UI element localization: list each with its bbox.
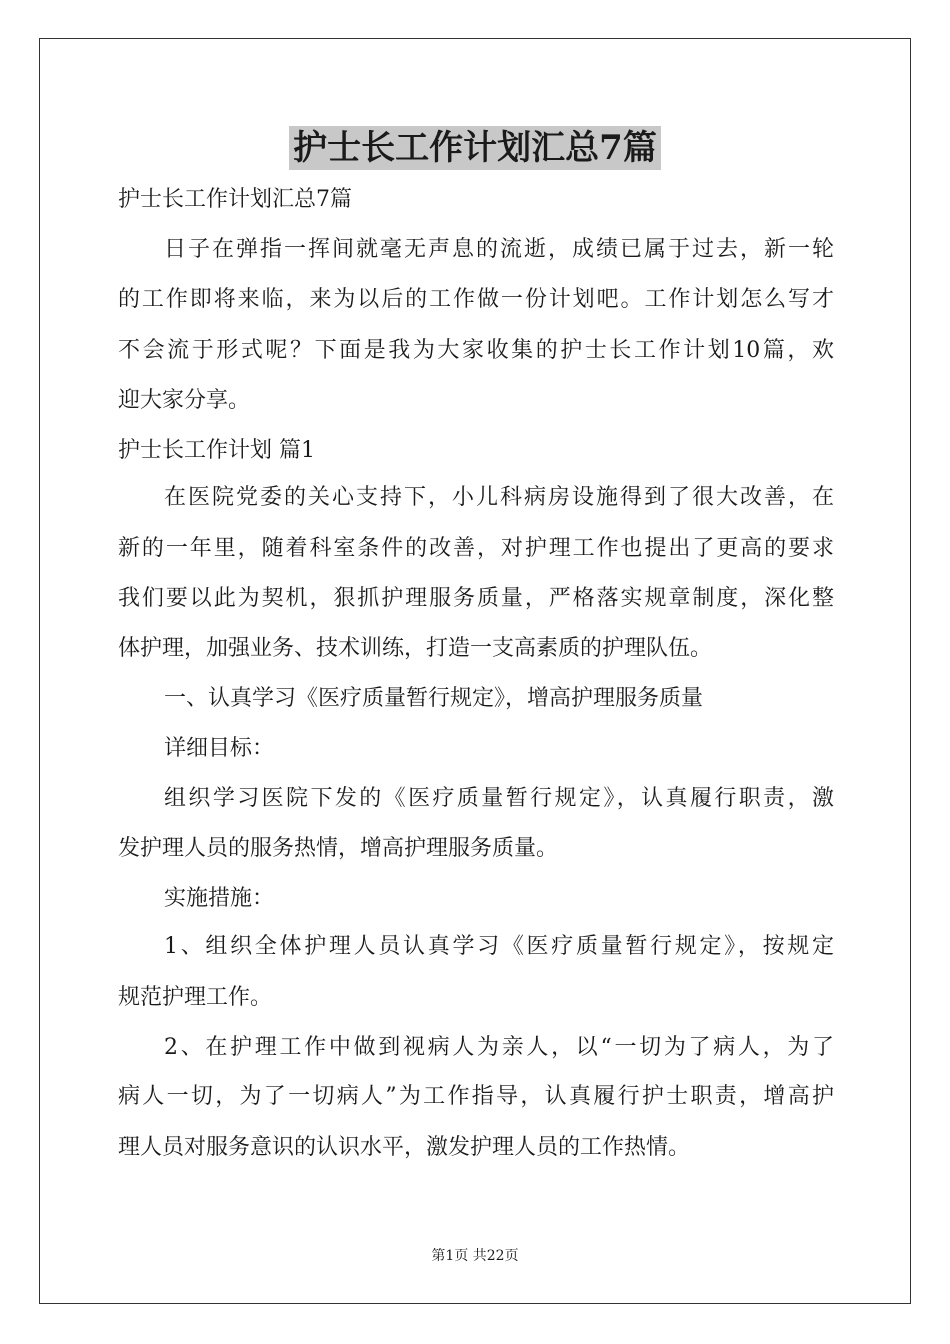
paragraph-line: 病人一切，为了一切病人”为工作指导，认真履行护士职责，增高护 (118, 1084, 834, 1109)
document-title (0, 124, 950, 172)
paragraph-line: 规范护理工作。 (118, 985, 273, 1010)
subtitle-line: 护士长工作计划汇总7篇 (118, 187, 352, 212)
paragraph-line: 我们要以此为契机，狠抓护理服务质量，严格落实规章制度，深化整 (118, 586, 834, 611)
paragraph-line: 的工作即将来临，来为以后的工作做一份计划吧。工作计划怎么写才 (118, 287, 834, 312)
page-number-footer: 第1页 共22页 (431, 1248, 519, 1264)
paragraph-line: 在医院党委的关心支持下，小儿科病房设施得到了很大改善，在 (164, 485, 834, 510)
paragraph-line: 新的一年里，随着科室条件的改善，对护理工作也提出了更高的要求 (118, 536, 834, 561)
paragraph-line: 体护理，加强业务、技术训练，打造一支高素质的护理队伍。 (118, 636, 713, 661)
paragraph-line: 1、组织全体护理人员认真学习《医疗质量暂行规定》，按规定 (164, 934, 834, 959)
paragraph-line: 理人员对服务意识的认识水平，激发护理人员的工作热情。 (118, 1135, 691, 1160)
paragraph-line: 组织学习医院下发的《医疗质量暂行规定》，认真履行职责，激 (164, 786, 834, 811)
paragraph-line: 迎大家分享。 (118, 388, 251, 413)
paragraph-line: 2、在护理工作中做到视病人为亲人，以“一切为了病人，为了 (164, 1035, 834, 1060)
label-line: 实施措施： (164, 886, 275, 911)
label-line: 详细目标： (164, 736, 275, 761)
paragraph-line: 日子在弹指一挥间就毫无声息的流逝，成绩已属于过去，新一轮 (164, 237, 834, 262)
section-heading: 护士长工作计划 篇1 (118, 438, 315, 463)
document-title-text: 护士长工作计划汇总7篇 (289, 126, 661, 170)
page-frame (39, 38, 911, 1304)
subsection-heading: 一、认真学习《医疗质量暂行规定》，增高护理服务质量 (164, 686, 704, 711)
paragraph-line: 发护理人员的服务热情，增高护理服务质量。 (118, 836, 559, 861)
paragraph-line: 不会流于形式呢？下面是我为大家收集的护士长工作计划10篇，欢 (118, 338, 834, 363)
